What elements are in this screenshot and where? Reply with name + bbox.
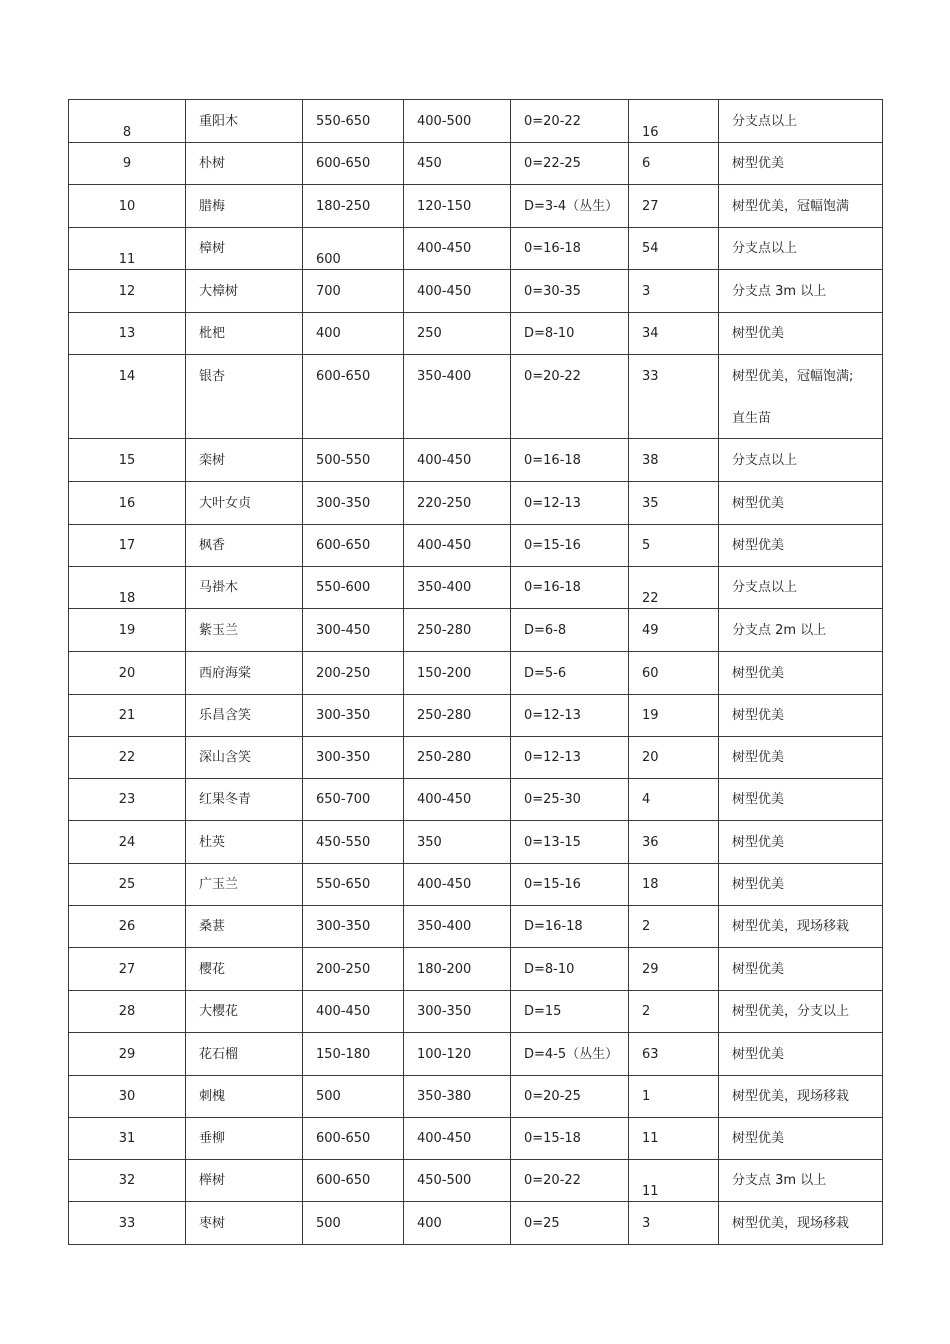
crown-range: 400-450 [404, 525, 511, 567]
crown-range: 350-400 [404, 355, 511, 439]
quantity: 4 [629, 779, 719, 821]
species-name: 垂柳 [186, 1118, 303, 1160]
table-row [69, 439, 883, 482]
height-range: 550-650 [303, 864, 404, 906]
crown-range: 300-350 [404, 991, 511, 1033]
diameter-spec: D=8-10 [511, 948, 629, 991]
table-row [69, 991, 883, 1033]
crown-range: 450 [404, 143, 511, 185]
row-number: 15 [69, 439, 186, 482]
height-range: 300-350 [303, 695, 404, 737]
height-range: 200-250 [303, 948, 404, 991]
diameter-spec: 0=13-15 [511, 821, 629, 864]
nursery-stock-table [68, 99, 883, 1245]
crown-range: 400 [404, 1202, 511, 1245]
quantity: 63 [629, 1033, 719, 1076]
species-name: 紫玉兰 [186, 609, 303, 652]
remark: 分支点 3m 以上 [719, 1160, 883, 1202]
crown-range: 150-200 [404, 652, 511, 695]
row-number: 10 [69, 185, 186, 228]
crown-range: 250-280 [404, 609, 511, 652]
table-row [69, 1160, 883, 1202]
diameter-spec: D=6-8 [511, 609, 629, 652]
row-number: 13 [69, 313, 186, 355]
species-name: 深山含笑 [186, 737, 303, 779]
crown-range: 350 [404, 821, 511, 864]
height-range: 600-650 [303, 1160, 404, 1202]
diameter-spec: D=3-4（丛生） [511, 185, 629, 228]
table-row [69, 270, 883, 313]
table-row [69, 1118, 883, 1160]
table-row [69, 737, 883, 779]
species-name: 乐昌含笑 [186, 695, 303, 737]
diameter-spec: 0=12-13 [511, 695, 629, 737]
species-name: 腊梅 [186, 185, 303, 228]
quantity: 18 [629, 864, 719, 906]
remark: 树型优美 [719, 864, 883, 906]
crown-range: 350-380 [404, 1076, 511, 1118]
height-range: 650-700 [303, 779, 404, 821]
table-row [69, 185, 883, 228]
remark: 树型优美，现场移栽 [719, 1076, 883, 1118]
row-number: 17 [69, 525, 186, 567]
diameter-spec: 0=30-35 [511, 270, 629, 313]
diameter-spec: 0=16-18 [511, 228, 629, 270]
species-name: 樟树 [186, 228, 303, 270]
crown-range: 400-450 [404, 864, 511, 906]
remark-line-1: 树型优美，冠幅饱满; [732, 369, 854, 384]
table-row [69, 609, 883, 652]
crown-range: 350-400 [404, 567, 511, 609]
diameter-spec: D=5-6 [511, 652, 629, 695]
diameter-spec: 0=12-13 [511, 482, 629, 525]
row-number: 16 [69, 482, 186, 525]
row-number: 27 [69, 948, 186, 991]
row-number: 11 [69, 228, 186, 270]
remark: 树型优美，分支以上 [719, 991, 883, 1033]
species-name: 重阳木 [186, 100, 303, 143]
crown-range: 220-250 [404, 482, 511, 525]
row-number: 20 [69, 652, 186, 695]
crown-range: 100-120 [404, 1033, 511, 1076]
remark: 树型优美，现场移栽 [719, 1202, 883, 1245]
remark: 树型优美 [719, 695, 883, 737]
height-range: 300-350 [303, 737, 404, 779]
species-name: 大樟树 [186, 270, 303, 313]
table-row [69, 1033, 883, 1076]
species-name: 枣树 [186, 1202, 303, 1245]
diameter-spec: 0=22-25 [511, 143, 629, 185]
quantity: 60 [629, 652, 719, 695]
row-number: 21 [69, 695, 186, 737]
height-range: 500-550 [303, 439, 404, 482]
table-row [69, 652, 883, 695]
table-row [69, 864, 883, 906]
height-range: 600-650 [303, 355, 404, 439]
table-row [69, 143, 883, 185]
remark: 分支点 2m 以上 [719, 609, 883, 652]
quantity: 2 [629, 991, 719, 1033]
remark: 树型优美 [719, 313, 883, 355]
table-row [69, 228, 883, 270]
diameter-spec: D=4-5（丛生） [511, 1033, 629, 1076]
diameter-spec: 0=12-13 [511, 737, 629, 779]
remark: 树型优美，冠幅饱满 [719, 185, 883, 228]
height-range: 550-650 [303, 100, 404, 143]
crown-range: 250 [404, 313, 511, 355]
species-name: 花石榴 [186, 1033, 303, 1076]
diameter-spec: 0=25-30 [511, 779, 629, 821]
species-name: 银杏 [186, 355, 303, 439]
species-name: 栾树 [186, 439, 303, 482]
remark: 分支点 3m 以上 [719, 270, 883, 313]
height-range: 600 [303, 228, 404, 270]
height-range: 150-180 [303, 1033, 404, 1076]
remark-line-2: 直生苗 [732, 411, 772, 426]
remark [719, 355, 883, 439]
quantity: 54 [629, 228, 719, 270]
row-number: 12 [69, 270, 186, 313]
crown-range: 250-280 [404, 737, 511, 779]
remark: 树型优美 [719, 779, 883, 821]
crown-range: 450-500 [404, 1160, 511, 1202]
crown-range: 120-150 [404, 185, 511, 228]
remark: 分支点以上 [719, 100, 883, 143]
quantity: 19 [629, 695, 719, 737]
quantity: 11 [629, 1118, 719, 1160]
crown-range: 400-500 [404, 100, 511, 143]
height-range: 600-650 [303, 525, 404, 567]
quantity: 27 [629, 185, 719, 228]
row-number: 25 [69, 864, 186, 906]
species-name: 樱花 [186, 948, 303, 991]
height-range: 400 [303, 313, 404, 355]
quantity: 1 [629, 1076, 719, 1118]
remark: 树型优美 [719, 1118, 883, 1160]
crown-range: 400-450 [404, 1118, 511, 1160]
remark: 树型优美，现场移栽 [719, 906, 883, 948]
quantity: 3 [629, 1202, 719, 1245]
crown-range: 400-450 [404, 270, 511, 313]
height-range: 550-600 [303, 567, 404, 609]
table-row [69, 1076, 883, 1118]
remark: 分支点以上 [719, 228, 883, 270]
remark: 树型优美 [719, 1033, 883, 1076]
row-number: 30 [69, 1076, 186, 1118]
diameter-spec: 0=20-25 [511, 1076, 629, 1118]
table-row [69, 821, 883, 864]
diameter-spec: 0=15-16 [511, 525, 629, 567]
diameter-spec: 0=15-16 [511, 864, 629, 906]
quantity: 11 [629, 1160, 719, 1202]
height-range: 300-350 [303, 906, 404, 948]
remark: 树型优美 [719, 737, 883, 779]
diameter-spec: 0=16-18 [511, 439, 629, 482]
remark: 树型优美 [719, 482, 883, 525]
height-range: 180-250 [303, 185, 404, 228]
crown-range: 350-400 [404, 906, 511, 948]
diameter-spec: D=15 [511, 991, 629, 1033]
diameter-spec: D=8-10 [511, 313, 629, 355]
species-name: 西府海棠 [186, 652, 303, 695]
remark: 树型优美 [719, 652, 883, 695]
species-name: 大樱花 [186, 991, 303, 1033]
crown-range: 400-450 [404, 228, 511, 270]
diameter-spec: 0=20-22 [511, 355, 629, 439]
diameter-spec: 0=16-18 [511, 567, 629, 609]
species-name: 朴树 [186, 143, 303, 185]
diameter-spec: 0=15-18 [511, 1118, 629, 1160]
crown-range: 180-200 [404, 948, 511, 991]
table-row [69, 482, 883, 525]
species-name: 马褂木 [186, 567, 303, 609]
height-range: 600-650 [303, 143, 404, 185]
table-row [69, 313, 883, 355]
species-name: 红果冬青 [186, 779, 303, 821]
remark: 树型优美 [719, 525, 883, 567]
quantity: 6 [629, 143, 719, 185]
height-range: 300-450 [303, 609, 404, 652]
diameter-spec: D=16-18 [511, 906, 629, 948]
quantity: 33 [629, 355, 719, 439]
row-number: 8 [69, 100, 186, 143]
row-number: 26 [69, 906, 186, 948]
table-body [69, 100, 883, 1245]
height-range: 700 [303, 270, 404, 313]
height-range: 500 [303, 1076, 404, 1118]
table-row [69, 100, 883, 143]
row-number: 14 [69, 355, 186, 439]
quantity: 36 [629, 821, 719, 864]
height-range: 300-350 [303, 482, 404, 525]
species-name: 大叶女贞 [186, 482, 303, 525]
quantity: 29 [629, 948, 719, 991]
row-number: 31 [69, 1118, 186, 1160]
row-number: 22 [69, 737, 186, 779]
row-number: 32 [69, 1160, 186, 1202]
diameter-spec: 0=25 [511, 1202, 629, 1245]
quantity: 3 [629, 270, 719, 313]
remark: 树型优美 [719, 948, 883, 991]
quantity: 35 [629, 482, 719, 525]
height-range: 600-650 [303, 1118, 404, 1160]
species-name: 桑葚 [186, 906, 303, 948]
row-number: 9 [69, 143, 186, 185]
diameter-spec: 0=20-22 [511, 1160, 629, 1202]
height-range: 500 [303, 1202, 404, 1245]
table-row [69, 948, 883, 991]
table-row [69, 695, 883, 737]
height-range: 200-250 [303, 652, 404, 695]
species-name: 广玉兰 [186, 864, 303, 906]
remark: 分支点以上 [719, 567, 883, 609]
species-name: 榉树 [186, 1160, 303, 1202]
row-number: 19 [69, 609, 186, 652]
table-row [69, 567, 883, 609]
table-row [69, 355, 883, 439]
table-row [69, 525, 883, 567]
quantity: 22 [629, 567, 719, 609]
crown-range: 250-280 [404, 695, 511, 737]
species-name: 枇杷 [186, 313, 303, 355]
remark: 分支点以上 [719, 439, 883, 482]
row-number: 29 [69, 1033, 186, 1076]
row-number: 23 [69, 779, 186, 821]
quantity: 34 [629, 313, 719, 355]
quantity: 2 [629, 906, 719, 948]
quantity: 20 [629, 737, 719, 779]
remark: 树型优美 [719, 143, 883, 185]
row-number: 24 [69, 821, 186, 864]
table-row [69, 779, 883, 821]
row-number: 18 [69, 567, 186, 609]
height-range: 450-550 [303, 821, 404, 864]
diameter-spec: 0=20-22 [511, 100, 629, 143]
quantity: 38 [629, 439, 719, 482]
row-number: 33 [69, 1202, 186, 1245]
species-name: 枫香 [186, 525, 303, 567]
table-row [69, 906, 883, 948]
crown-range: 400-450 [404, 439, 511, 482]
species-name: 刺槐 [186, 1076, 303, 1118]
table-row [69, 1202, 883, 1245]
height-range: 400-450 [303, 991, 404, 1033]
crown-range: 400-450 [404, 779, 511, 821]
species-name: 杜英 [186, 821, 303, 864]
quantity: 49 [629, 609, 719, 652]
row-number: 28 [69, 991, 186, 1033]
remark: 树型优美 [719, 821, 883, 864]
quantity: 5 [629, 525, 719, 567]
quantity: 16 [629, 100, 719, 143]
